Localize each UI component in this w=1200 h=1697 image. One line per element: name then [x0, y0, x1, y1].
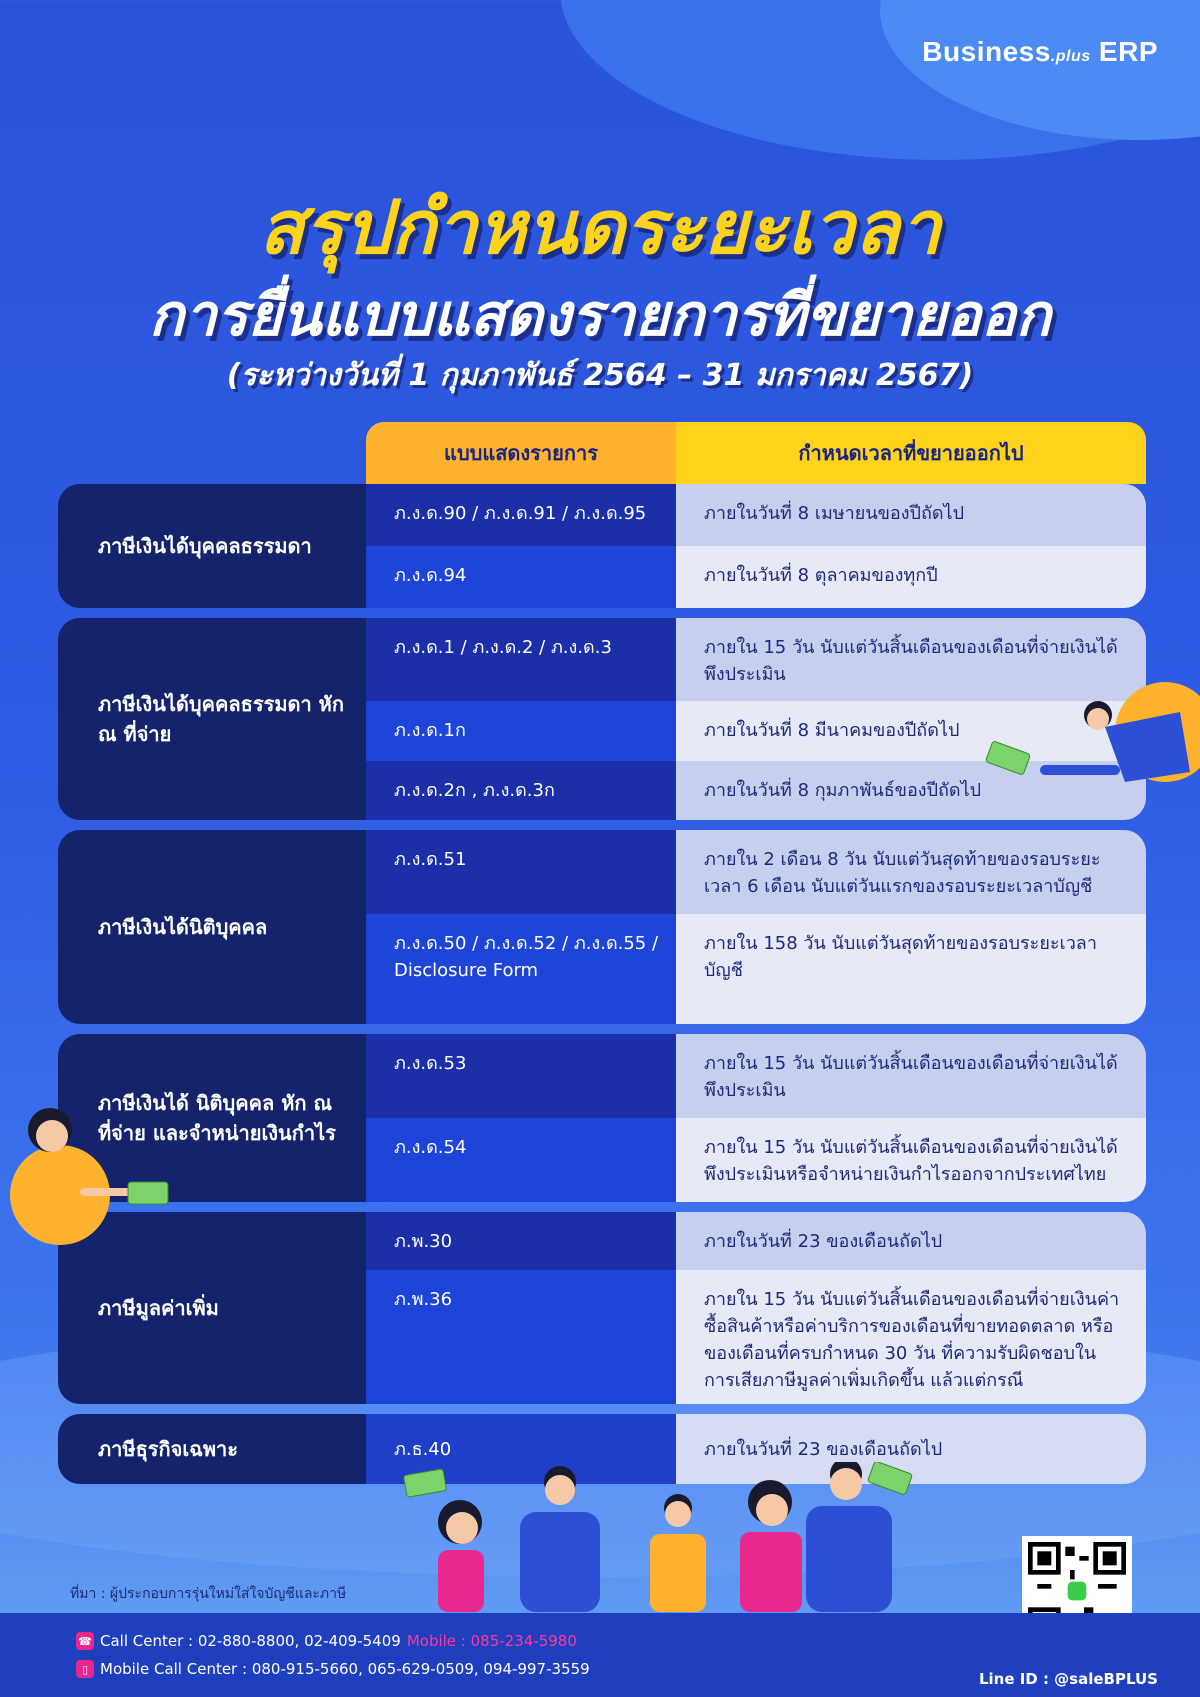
source-note: ที่มา : ผู้ประกอบการรุ่นใหม่ใส่ใจบัญชีและภาษี — [70, 1586, 347, 1602]
deadline-cell: ภายในวันที่ 8 ตุลาคมของทุกปี — [676, 546, 1146, 608]
table-header — [366, 422, 1146, 484]
call-center-text[interactable]: Call Center : 02-880-8800, 02-409-5409 — [100, 1632, 401, 1650]
mobile-number[interactable]: Mobile : 085-234-5980 — [406, 1632, 577, 1650]
form-cell: ภ.ง.ด.1ก — [366, 701, 676, 760]
deadline-cell: ภายใน 15 วัน นับแต่วันสิ้นเดือนของเดือนที่จ่ายเงินได้พึงประเมิน — [676, 1034, 1146, 1118]
table-group — [58, 1034, 1146, 1202]
header-deadline: กำหนดเวลาที่ขยายออกไป — [676, 422, 1146, 484]
table-group — [58, 484, 1146, 608]
brand-logo: Business.plus ERP — [922, 36, 1158, 67]
line-id[interactable]: Line ID : @saleBPLUS — [978, 1670, 1158, 1688]
phone-icon: ☎ — [76, 1632, 94, 1650]
header-form: แบบแสดงรายการ — [366, 422, 676, 484]
man-with-money-illustration — [985, 672, 1200, 842]
deadline-cell: ภายใน 158 วัน นับแต่วันสุดท้ายของรอบระยะเวลาบัญชี — [676, 914, 1146, 1024]
deadline-cell: ภายในวันที่ 8 เมษายนของปีถัดไป — [676, 484, 1146, 546]
form-cell: ภ.ง.ด.90 / ภ.ง.ด.91 / ภ.ง.ด.95 — [366, 484, 676, 546]
table-row — [366, 1212, 1146, 1270]
tax-category: ภาษีเงินได้บุคคลธรรมดา — [58, 484, 366, 608]
table-row — [366, 1270, 1146, 1404]
deadline-cell: ภายใน 15 วัน นับแต่วันสิ้นเดือนของเดือนที่จ่ายเงินได้พึงประเมิน — [676, 618, 1146, 701]
table-row — [366, 914, 1146, 1024]
form-cell: ภ.พ.36 — [366, 1270, 676, 1404]
deadline-cell: ภายในวันที่ 23 ของเดือนถัดไป — [676, 1414, 1146, 1484]
form-cell: ภ.ง.ด.1 / ภ.ง.ด.2 / ภ.ง.ด.3 — [366, 618, 676, 701]
deadline-table — [58, 422, 1146, 1484]
tax-category: ภาษีเงินได้นิติบุคคล — [58, 830, 366, 1024]
deadline-cell: ภายในวันที่ 8 มีนาคมของปีถัดไป — [676, 701, 1146, 760]
woman-with-money-illustration — [0, 1100, 170, 1260]
table-row — [366, 546, 1146, 608]
form-cell: ภ.ง.ด.94 — [366, 546, 676, 608]
form-cell: ภ.ง.ด.53 — [366, 1034, 676, 1118]
tax-category: ภาษีมูลค่าเพิ่ม — [58, 1212, 366, 1404]
tax-category: ภาษีเงินได้บุคคลธรรมดา หัก ณ ที่จ่าย — [58, 618, 366, 820]
form-cell: ภ.ง.ด.50 / ภ.ง.ด.52 / ภ.ง.ด.55 / Disclosure Form — [366, 914, 676, 1024]
date-range: (ระหว่างวันที่ 1 กุมภาพันธ์ 2564 – 31 มกราคม 2567) — [226, 358, 974, 393]
group-people-illustration — [400, 1462, 960, 1612]
table-group — [58, 830, 1146, 1024]
form-cell: ภ.ง.ด.51 — [366, 830, 676, 914]
mobile-phone-icon: ▯ — [76, 1660, 94, 1678]
table-group — [58, 618, 1146, 820]
deadline-cell: ภายในวันที่ 8 กุมภาพันธ์ของปีถัดไป — [676, 761, 1146, 820]
deadline-cell: ภายใน 2 เดือน 8 วัน นับแต่วันสุดท้ายของรอบระยะเวลา 6 เดือน นับแต่วันแรกของรอบระยะเวลาบัญชี — [676, 830, 1146, 914]
mobile-call-center — [76, 1660, 590, 1678]
table-row — [366, 484, 1146, 546]
tax-category: ภาษีเงินได้ นิติบุคคล หัก ณ ที่จ่าย และจำหน่ายเงินกำไร — [58, 1034, 366, 1202]
table-row — [366, 1118, 1146, 1202]
call-center — [76, 1632, 577, 1650]
mobile-call-center-text[interactable]: Mobile Call Center : 080-915-5660, 065-629-0509, 094-997-3559 — [100, 1660, 590, 1678]
form-cell: ภ.ง.ด.54 — [366, 1118, 676, 1202]
deadline-cell: ภายใน 15 วัน นับแต่วันสิ้นเดือนของเดือนที่จ่ายเงินค่าซื้อสินค้าหรือค่าบริการของเดือนที่ขายทอดตลาด หรือของเดือนที่ครบกำหนด 30 วัน ที่ความรับผิดชอบในการเสียภาษีมูลค่าเพิ่มเกิดขึ้น แล้วแต่กรณี — [676, 1270, 1146, 1404]
form-cell: ภ.ธ.40 — [366, 1414, 676, 1484]
table-row — [366, 830, 1146, 914]
table-row — [366, 1034, 1146, 1118]
tax-category: ภาษีธุรกิจเฉพาะ — [58, 1414, 366, 1484]
form-cell: ภ.พ.30 — [366, 1212, 676, 1270]
page-title: สรุปกำหนดระยะเวลา — [258, 185, 941, 271]
page-subtitle: การยื่นแบบแสดงรายการที่ขยายออก — [148, 281, 1051, 349]
deadline-cell: ภายใน 15 วัน นับแต่วันสิ้นเดือนของเดือนที่จ่ายเงินได้พึงประเมินหรือจำหน่ายเงินกำไรออกจากประเทศไทย — [676, 1118, 1146, 1202]
deadline-cell: ภายในวันที่ 23 ของเดือนถัดไป — [676, 1212, 1146, 1270]
form-cell: ภ.ง.ด.2ก , ภ.ง.ด.3ก — [366, 761, 676, 820]
table-group — [58, 1212, 1146, 1404]
